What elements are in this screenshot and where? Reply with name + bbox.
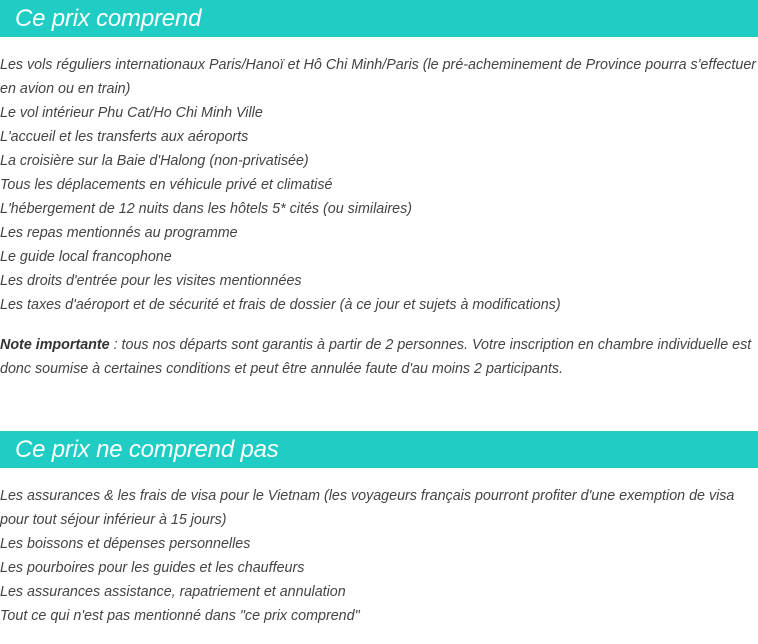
list-item: Les assurances assistance, rapatriement et annulation	[0, 584, 346, 600]
list-item: Les boissons et dépenses personnelles	[0, 536, 251, 552]
list-item: Les taxes d'aéroport et de sécurité et frais de dossier (à ce jour et sujets à modifications)	[0, 297, 561, 313]
list-item: L'hébergement de 12 nuits dans les hôtels 5* cités (ou similaires)	[0, 201, 412, 217]
included-section-title: Ce prix comprend	[0, 0, 758, 37]
list-item: Les vols réguliers internationaux Paris/Hanoï et Hô Chi Minh/Paris (le pré-acheminement de Province pourra s'effectuer en avion ou en train)	[0, 57, 757, 97]
note-text: : tous nos départs sont garantis à partir de 2 personnes. Votre inscription en chambre individuelle est donc soumise à certaines conditions et peut être annulée faute d'au moins 2 participants.	[0, 337, 752, 377]
included-list	[0, 53, 758, 317]
list-item: Les droits d'entrée pour les visites mentionnées	[0, 273, 302, 289]
list-item: L'accueil et les transferts aux aéroports	[0, 129, 249, 145]
excluded-list	[0, 484, 758, 628]
note-label: Note importante	[0, 337, 110, 353]
important-note	[0, 333, 758, 381]
list-item: Les pourboires pour les guides et les chauffeurs	[0, 560, 305, 576]
excluded-section-title: Ce prix ne comprend pas	[0, 431, 758, 468]
list-item: Le vol intérieur Phu Cat/Ho Chi Minh Ville	[0, 105, 263, 121]
list-item: Tout ce qui n'est pas mentionné dans "ce prix comprend"	[0, 608, 360, 624]
list-item: La croisière sur la Baie d'Halong (non-privatisée)	[0, 153, 309, 169]
list-item: Les assurances & les frais de visa pour le Vietnam (les voyageurs français pourront profiter d'une exemption de visa pour tout séjour inférieur à 15 jours)	[0, 488, 735, 528]
list-item: Tous les déplacements en véhicule privé et climatisé	[0, 177, 333, 193]
list-item: Le guide local francophone	[0, 249, 172, 265]
list-item: Les repas mentionnés au programme	[0, 225, 238, 241]
